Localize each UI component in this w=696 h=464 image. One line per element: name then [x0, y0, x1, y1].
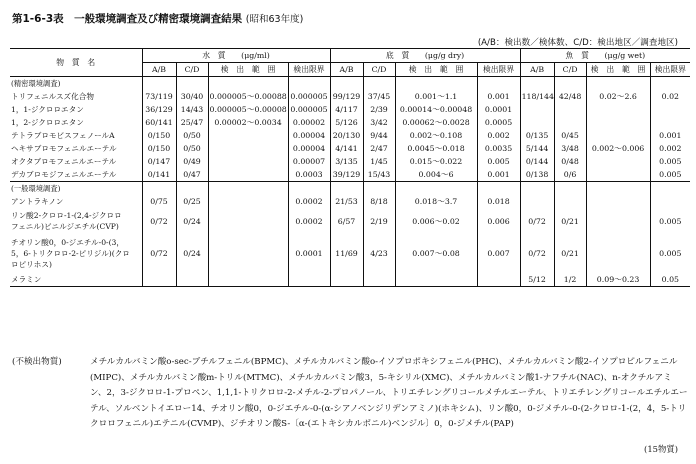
sediment-detect-range: 0.018～3.7: [395, 195, 477, 208]
water-detect-ratio: 73/119: [142, 90, 176, 103]
sediment-detect-range: 0.004～6: [395, 168, 477, 182]
table-title: [12, 11, 303, 26]
water-detect-ratio: 0/72: [142, 208, 176, 234]
fish-detect-limit: 0.05: [650, 273, 690, 287]
undetected-notes: [12, 355, 688, 433]
fish-detect-limit: [650, 116, 690, 129]
water-cd-header: C/D: [176, 63, 208, 77]
sediment-area-ratio: 2/39: [363, 103, 395, 116]
sediment-limit-header: 検出限界: [477, 63, 520, 77]
sediment-detect-ratio: 21/53: [330, 195, 363, 208]
fish-area-ratio: 3/48: [554, 142, 586, 155]
table-row: [10, 103, 690, 116]
fish-detect-ratio: 0/138: [520, 168, 554, 182]
results-table: [10, 48, 690, 287]
sediment-cd-header: C/D: [363, 63, 395, 77]
fish-area-ratio: 0/45: [554, 129, 586, 142]
water-area-ratio: 14/43: [176, 103, 208, 116]
substance-name: トリフェニルスズ化合物: [11, 92, 94, 101]
title-main: 第1-6-3表 一般環境調査及び精密環境調査結果: [12, 13, 243, 25]
water-area-ratio: 30/40: [176, 90, 208, 103]
empty-cell: [363, 182, 395, 196]
sediment-detect-limit: 0.018: [477, 195, 520, 208]
empty-cell: [650, 77, 690, 91]
fish-detect-ratio: 0/135: [520, 129, 554, 142]
sediment-detect-limit: [477, 273, 520, 287]
fish-detect-range: [586, 129, 650, 142]
sediment-detect-range: 0.006～0.02: [395, 208, 477, 234]
fish-detect-limit: 0.002: [650, 142, 690, 155]
table-row: [10, 142, 690, 155]
fish-detect-ratio: 0/72: [520, 208, 554, 234]
water-detect-ratio: 36/129: [142, 103, 176, 116]
fish-limit-header: 検出限界: [650, 63, 690, 77]
sediment-detect-ratio: 6/57: [330, 208, 363, 234]
sediment-detect-ratio: 4/141: [330, 142, 363, 155]
water-detect-range: [208, 142, 288, 155]
fish-ab-header: A/B: [520, 63, 554, 77]
sediment-detect-limit: 0.006: [477, 208, 520, 234]
table-row: [10, 116, 690, 129]
sediment-detect-range: 0.007～0.08: [395, 234, 477, 273]
empty-cell: [208, 182, 288, 196]
sediment-detect-ratio: 20/130: [330, 129, 363, 142]
table-row: [10, 168, 690, 182]
empty-cell: [142, 77, 176, 91]
water-detect-limit: 0.00002: [288, 116, 330, 129]
table-row: [10, 129, 690, 142]
fish-detect-ratio: 0/144: [520, 155, 554, 168]
empty-cell: [477, 77, 520, 91]
water-detect-ratio: 0/147: [142, 155, 176, 168]
fish-detect-limit: [650, 103, 690, 116]
empty-cell: [288, 77, 330, 91]
sediment-detect-ratio: 3/135: [330, 155, 363, 168]
empty-cell: [363, 77, 395, 91]
empty-cell: [288, 182, 330, 196]
empty-cell: [586, 182, 650, 196]
fish-area-ratio: 42/48: [554, 90, 586, 103]
substance-name: リン酸2-クロロ-1-(2,4-ジクロロ フェニル)ビニルジエチル(CVP): [11, 211, 122, 231]
substance-name: アントラキノン: [11, 197, 64, 206]
fish-detect-range: [586, 155, 650, 168]
fish-detect-limit: 0.005: [650, 155, 690, 168]
empty-cell: [176, 182, 208, 196]
fish-detect-limit: 0.001: [650, 129, 690, 142]
sediment-detect-range: 0.00014～0.00048: [395, 103, 477, 116]
water-detect-limit: 0.0002: [288, 195, 330, 208]
sediment-detect-range: 0.00062～0.0028: [395, 116, 477, 129]
substance-name: 1，2-ジクロロエタン: [11, 118, 84, 127]
fish-detect-range: 0.02～2.6: [586, 90, 650, 103]
empty-cell: [330, 182, 363, 196]
sediment-detect-ratio: 99/129: [330, 90, 363, 103]
sediment-detect-limit: 0.005: [477, 155, 520, 168]
empty-cell: [176, 77, 208, 91]
sediment-detect-range: 0.015～0.022: [395, 155, 477, 168]
water-detect-limit: 0.0003: [288, 168, 330, 182]
sediment-area-ratio: 37/45: [363, 90, 395, 103]
fish-area-ratio: 1/2: [554, 273, 586, 287]
water-area-ratio: 0/49: [176, 155, 208, 168]
fish-detect-ratio: 118/144: [521, 92, 554, 101]
substance-name: メラミン: [10, 273, 142, 287]
water-area-ratio: 0/50: [176, 129, 208, 142]
sediment-detect-limit: 0.0035: [477, 142, 520, 155]
fish-detect-ratio: [520, 195, 554, 208]
sediment-detect-ratio: 5/126: [330, 116, 363, 129]
water-detect-limit: 0.00004: [288, 129, 330, 142]
header-sediment: 底 質 (μg/g dry): [330, 49, 520, 63]
empty-cell: [395, 77, 477, 91]
water-area-ratio: 0/24: [176, 234, 208, 273]
sediment-ab-header: A/B: [330, 63, 363, 77]
empty-cell: [208, 77, 288, 91]
water-detect-range: [208, 168, 288, 182]
fish-detect-ratio: 5/144: [520, 142, 554, 155]
substance-name: デカブロモジフェニルエーテル: [11, 170, 117, 179]
water-limit-header: 検出限界: [288, 63, 330, 77]
sediment-detect-range: 0.002～0.108: [395, 129, 477, 142]
fish-area-ratio: 0/48: [554, 155, 586, 168]
table-row: [10, 273, 690, 287]
water-detect-ratio: 0/141: [142, 168, 176, 182]
sediment-detect-range: [395, 273, 477, 287]
sediment-area-ratio: 15/43: [363, 168, 395, 182]
table-row: [10, 208, 690, 234]
water-detect-ratio: 0/72: [142, 234, 176, 273]
sediment-detect-ratio: 4/117: [330, 103, 363, 116]
fish-area-ratio: 0/6: [554, 168, 586, 182]
water-detect-ratio: 0/150: [142, 129, 176, 142]
sediment-area-ratio: 9/44: [363, 129, 395, 142]
water-detect-range: [208, 208, 288, 234]
section-general: [10, 182, 690, 196]
fish-area-ratio: [554, 195, 586, 208]
water-area-ratio: 25/47: [176, 116, 208, 129]
water-detect-limit: [288, 273, 330, 287]
substance-name: オクタブロモフェニルエーテル: [11, 157, 117, 166]
empty-cell: [330, 77, 363, 91]
water-detect-range: [208, 195, 288, 208]
water-ab-header: A/B: [142, 63, 176, 77]
empty-cell: [520, 77, 554, 91]
title-subtitle: (昭和63年度): [245, 14, 304, 25]
water-area-ratio: [176, 273, 208, 287]
water-detect-ratio: 0/75: [142, 195, 176, 208]
empty-cell: [586, 77, 650, 91]
sediment-detect-limit: 0.0005: [477, 116, 520, 129]
substance-name: ヘキサブロモフェニルエーテル: [11, 144, 117, 153]
sediment-area-ratio: 3/42: [363, 116, 395, 129]
fish-detect-range: [586, 208, 650, 234]
sediment-detect-ratio: 39/129: [330, 168, 363, 182]
section-precise-label: (精密環境調査): [10, 77, 142, 91]
fish-detect-ratio: 0/72: [520, 234, 554, 273]
fish-area-ratio: [554, 103, 586, 116]
water-detect-ratio: 0/150: [142, 142, 176, 155]
sediment-area-ratio: 2/19: [363, 208, 395, 234]
fish-detect-ratio: 5/12: [520, 273, 554, 287]
table-row: [10, 234, 690, 273]
table-row: [10, 195, 690, 208]
section-precise: [10, 77, 690, 91]
sediment-detect-range: 0.001～1.1: [395, 90, 477, 103]
sediment-area-ratio: [363, 273, 395, 287]
section-general-label: (一般環境調査): [10, 182, 142, 196]
empty-cell: [142, 182, 176, 196]
water-area-ratio: 0/47: [176, 168, 208, 182]
sediment-area-ratio: 8/18: [363, 195, 395, 208]
fish-detect-limit: 0.02: [650, 90, 690, 103]
header-fish: 魚 質 (μg/g wet): [520, 49, 690, 63]
sediment-detect-range: 0.0045～0.018: [395, 142, 477, 155]
fish-detect-range: 0.09～0.23: [586, 273, 650, 287]
undetected-substances: メチルカルバミン酸o-sec-ブチルフェニル(BPMC)、メチルカルバミン酸o-イソプロポキシフェニル(PHC)、メチルカルバミン酸2-イソプロピルフェニル(MIPC)、メチルカルバミン酸m-トリル(MTMC)、メチルカルバミン酸3，5-キシリル(XMC)、メチルカルバミン酸1-ナフチル(NAC)、n-オクチルアミン、2，3-ジクロロ-1-プロペン、1,1,1-トリクロロ-2-メチル-2-プロパノール、トリエチレングリコールメチルエーテル、トリエチレングリコールエチルエーテル、ソルベントイエロー14、チオリン酸0，0-ジエチル-0-(α-シアノベンジリデンアミノ)(ホキシム)、リン酸0，0-ジメチル-0-(2-クロロ-1-(2，4，5-トリクロロフェニル)エテニル(CVMP)、ジチオリン酸S-〔α-(エトキシカルボニル)ベンジル〕0，0-ジメチル(PAP): [90, 357, 688, 430]
water-detect-range: 0.00002～0.0034: [208, 116, 288, 129]
fish-detect-range: [586, 116, 650, 129]
sediment-area-ratio: 1/45: [363, 155, 395, 168]
undetected-label: (不検出物質): [12, 357, 62, 367]
fish-detect-range: [586, 195, 650, 208]
fish-detect-limit: 0.005: [650, 168, 690, 182]
undetected-count: (15物質): [644, 444, 678, 454]
empty-cell: [650, 182, 690, 196]
fish-detect-range: 0.002～0.006: [586, 142, 650, 155]
fish-detect-range: [586, 234, 650, 273]
table-row: [10, 90, 690, 103]
sediment-detect-limit: 0.0001: [477, 103, 520, 116]
empty-cell: [395, 182, 477, 196]
water-detect-range: [208, 155, 288, 168]
water-detect-range: [208, 129, 288, 142]
fish-range-header: 検 出 範 囲: [586, 63, 650, 77]
water-detect-limit: 0.00007: [288, 155, 330, 168]
water-area-ratio: 0/25: [176, 195, 208, 208]
sediment-detect-ratio: [330, 273, 363, 287]
empty-cell: [554, 77, 586, 91]
substance-name: 1，1-ジクロロエタン: [11, 105, 84, 114]
sediment-area-ratio: 2/47: [363, 142, 395, 155]
water-detect-ratio: 60/141: [142, 116, 176, 129]
fish-cd-header: C/D: [554, 63, 586, 77]
legend-note: (A/B：検出数／検体数、C/D：検出地区／調査地区): [477, 38, 678, 48]
water-detect-limit: 0.00004: [288, 142, 330, 155]
fish-detect-limit: 0.005: [650, 234, 690, 273]
sediment-area-ratio: 4/23: [363, 234, 395, 273]
empty-cell: [477, 182, 520, 196]
water-detect-range: [208, 234, 288, 273]
water-detect-limit: 0.000005: [288, 90, 330, 103]
fish-area-ratio: [554, 116, 586, 129]
sediment-detect-limit: 0.007: [477, 234, 520, 273]
fish-area-ratio: 0/21: [554, 208, 586, 234]
water-detect-range: [208, 273, 288, 287]
table-row: [10, 155, 690, 168]
fish-detect-range: [586, 168, 650, 182]
water-detect-limit: 0.0001: [288, 234, 330, 273]
header-substance: 物 質 名: [10, 49, 142, 77]
sediment-detect-ratio: 11/69: [330, 234, 363, 273]
fish-area-ratio: 0/21: [554, 234, 586, 273]
water-detect-range: 0.000005～0.00008: [209, 105, 287, 114]
water-detect-limit: 0.000005: [288, 103, 330, 116]
fish-detect-limit: 0.005: [650, 208, 690, 234]
sediment-detect-limit: 0.002: [477, 129, 520, 142]
sediment-detect-limit: 0.001: [477, 168, 520, 182]
sediment-detect-limit: 0.001: [477, 90, 520, 103]
water-detect-ratio: [142, 273, 176, 287]
fish-detect-ratio: [520, 116, 554, 129]
substance-name: チオリン酸0，0-ジエチル-0-(3， 5，6-トリクロロ-2-ピリジル)(クロ ロピリホス): [11, 238, 130, 269]
water-area-ratio: 0/50: [176, 142, 208, 155]
fish-detect-range: [586, 103, 650, 116]
sediment-range-header: 検 出 範 囲: [395, 63, 477, 77]
water-range-header: 検 出 範 囲: [208, 63, 288, 77]
empty-cell: [554, 182, 586, 196]
substance-name: テトラブロモビスフェノールA: [11, 131, 115, 140]
fish-detect-ratio: [520, 103, 554, 116]
water-area-ratio: 0/24: [176, 208, 208, 234]
empty-cell: [520, 182, 554, 196]
water-detect-limit: 0.0002: [288, 208, 330, 234]
header-water: 水 質 (μg/ml): [142, 49, 330, 63]
fish-detect-limit: [650, 195, 690, 208]
water-detect-range: 0.000005～0.00088: [209, 92, 287, 101]
